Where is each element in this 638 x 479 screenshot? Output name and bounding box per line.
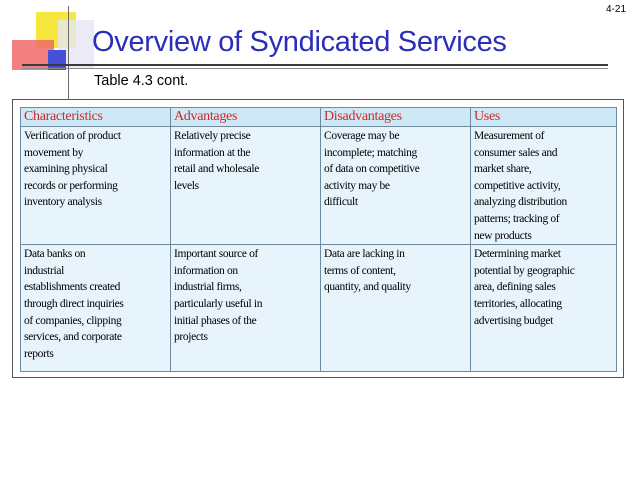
cell-advantages xyxy=(171,245,321,372)
cell-uses xyxy=(471,127,617,245)
cell-line: movement by xyxy=(24,146,84,159)
cell-line: records or performing xyxy=(24,179,118,192)
cell-line: analyzing distribution xyxy=(474,196,567,209)
cell-line: terms of content, xyxy=(324,264,396,277)
cell-line: of companies, clipping xyxy=(24,314,122,327)
cell-line: incomplete; matching xyxy=(324,146,417,159)
cell-line: Relatively precise xyxy=(174,130,251,142)
cell-disadvantages xyxy=(321,127,471,245)
cell-line: through direct inquiries xyxy=(24,297,124,310)
cell-line: projects xyxy=(174,331,208,344)
cell-line: Important source of xyxy=(174,248,259,261)
header-uses: Uses xyxy=(471,108,617,127)
cell-line: information at the xyxy=(174,146,251,159)
cell-line: Data banks on xyxy=(24,248,86,261)
cell-line: new products xyxy=(474,229,532,242)
page-number: 4-21 xyxy=(605,4,626,15)
cell-line: retail and wholesale xyxy=(174,163,259,176)
cell-line: examining physical xyxy=(24,163,108,176)
cell-line: initial phases of the xyxy=(174,314,257,327)
table-caption: Table 4.3 cont. xyxy=(94,73,189,89)
header-characteristics: Characteristics xyxy=(21,108,171,127)
cell-line: Determining market xyxy=(474,248,561,261)
cell-line: Measurement of xyxy=(474,130,545,142)
table-row xyxy=(21,127,617,245)
cell-line: patterns; tracking of xyxy=(474,212,560,225)
syndicated-services-table xyxy=(20,107,617,372)
cell-line: inventory analysis xyxy=(24,196,102,209)
cell-line: Verification of product xyxy=(24,130,121,142)
cell-line: levels xyxy=(174,179,199,192)
cell-line: industrial xyxy=(24,264,64,277)
cell-line: territories, allocating xyxy=(474,297,562,310)
cell-line: Data are lacking in xyxy=(324,248,405,261)
title-underline xyxy=(22,64,608,66)
cell-line: particularly useful in xyxy=(174,297,263,310)
cell-characteristics xyxy=(21,245,171,372)
cell-line: services, and corporate xyxy=(24,331,122,344)
cell-line: difficult xyxy=(324,196,358,209)
title-underline-thin xyxy=(22,68,608,69)
table-row xyxy=(21,245,617,372)
cell-uses xyxy=(471,245,617,372)
cell-line: information on xyxy=(174,264,238,277)
cell-line: advertising budget xyxy=(474,314,553,327)
cell-line: quantity, and quality xyxy=(324,281,411,294)
cell-line: Coverage may be xyxy=(324,130,400,142)
cell-disadvantages xyxy=(321,245,471,372)
slide-title: Overview of Syndicated Services xyxy=(92,26,507,58)
header-disadvantages: Disadvantages xyxy=(321,108,471,127)
cell-line: industrial firms, xyxy=(174,281,242,294)
decor-blue-square xyxy=(48,50,66,70)
cell-advantages xyxy=(171,127,321,245)
cell-line: competitive activity, xyxy=(474,179,561,192)
cell-line: market share, xyxy=(474,163,532,176)
cell-line: activity may be xyxy=(324,179,390,192)
cell-line: of data on competitive xyxy=(324,163,420,176)
cell-line: reports xyxy=(24,347,54,360)
decor-vertical-line xyxy=(68,6,69,106)
cell-line: establishments created xyxy=(24,281,121,294)
cell-characteristics xyxy=(21,127,171,245)
cell-line: potential by geographic xyxy=(474,264,575,277)
table-header-row xyxy=(21,108,617,127)
cell-line: area, defining sales xyxy=(474,281,556,294)
header-advantages: Advantages xyxy=(171,108,321,127)
cell-line: consumer sales and xyxy=(474,146,558,159)
